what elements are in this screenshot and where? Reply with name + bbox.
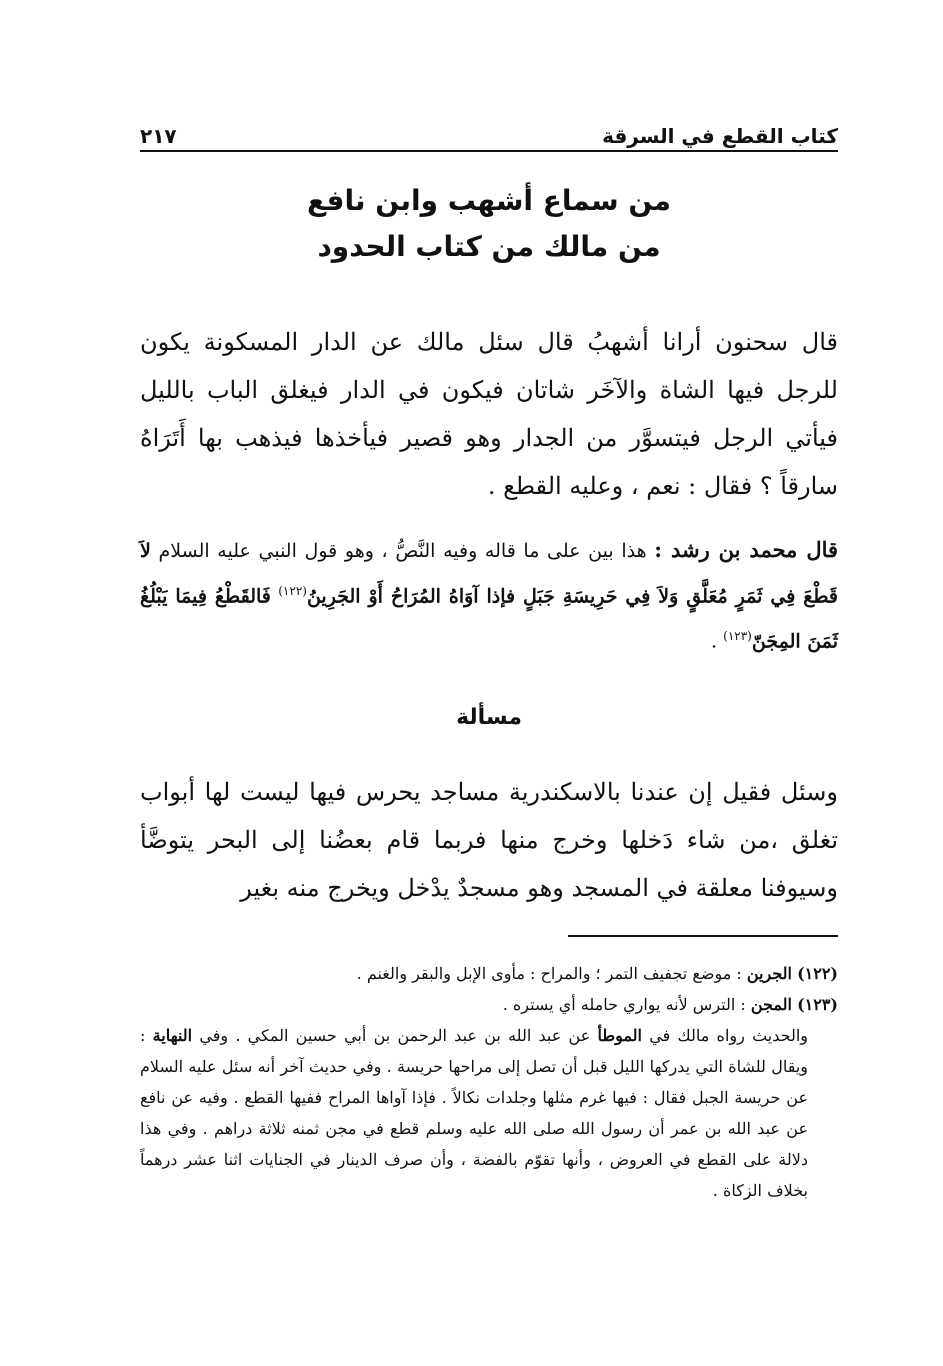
- commentary-part-2: عن عبد الله بن عبد الرحمن بن أبي حسين المكي . وفي: [199, 1026, 591, 1045]
- footnote-commentary: [140, 1020, 838, 1206]
- section-title: [140, 178, 838, 270]
- page-header: [140, 108, 838, 148]
- page-number: ٢١٧: [140, 124, 177, 148]
- hadith-text-b: فَالقَطْعُ فِيمَا يَبْلُغُ ثَمَنَ المِجَنّ: [140, 585, 838, 653]
- footnote-122: [140, 958, 838, 989]
- footnote-term: الجرين: [746, 964, 792, 983]
- footnote-ref-122: (١٢٢): [278, 584, 307, 598]
- header-rule: [140, 150, 838, 152]
- footnote-ref-123: (١٢٣): [723, 629, 752, 644]
- footnote-123: [140, 989, 838, 1020]
- commentary-part-1: والحديث رواه مالك في: [649, 1026, 809, 1045]
- footnotes: [140, 958, 838, 1206]
- section-title-line-1: من سماع أشهب وابن نافع: [307, 184, 671, 217]
- footnote-number: (١٢٢): [797, 964, 838, 983]
- footnote-text: : موضع تجفيف التمر ؛ والمراح : مأوى الإبل والبقر والغنم .: [356, 964, 742, 983]
- footnote-separator: [568, 935, 838, 937]
- paragraph-commentary: [140, 530, 838, 662]
- subheading-masala: مسألة: [456, 705, 522, 730]
- footnote-term: المجن: [750, 995, 792, 1014]
- commentary-text: هذا بين على ما قاله وفيه النَّصُّ ، وهو قول النبي عليه السلام: [158, 540, 647, 562]
- footnote-number: (١٢٣): [797, 995, 838, 1014]
- running-title: كتاب القطع في السرقة: [602, 124, 838, 148]
- sentence-end: .: [711, 630, 718, 653]
- commentary-source-nihaya: النهاية: [152, 1026, 193, 1045]
- commentary-part-3: : ويقال للشاة التي يدركها الليل قبل أن تصل إلى مراحها حريسة . وفي حديث آخر أنه سئل عليه السلام عن حريسة الجبل فقال : فيها غرم مثلها وجلدات نكالاً . فإذا آواها المراح ففيها القطع . وفيه عن نافع عن عبد الله بن عمر أن رسول الله صلى الله عليه وسلم قطع في مجن ثمنه ثلاثة دراهم . وفي هذا دلالة على القطع في العروض ، وأنها تقوّم بالفضة ، وأن صرف الدينار في الجنايات اثنا عشر درهماً بخلاف الزكاة .: [140, 1026, 808, 1200]
- section-title-line-2: من مالك من كتاب الحدود: [317, 230, 661, 263]
- speaker-label: قال محمد بن رشد :: [654, 537, 839, 562]
- footnote-text: : الترس لأنه يواري حامله أي يستره .: [502, 995, 746, 1014]
- paragraph-question: قال سحنون أرانا أشهبُ قال سئل مالك عن الدار المسكونة يكون للرجل فيها الشاة والآخَر شاتان فيكون في الدار فيغلق الباب بالليل فيأتي الرجل فيتسوَّر من الجدار وهو قصير فيأخذها فيذهب بها أَتَرَاهُ سارقاً ؟ فقال : نعم ، وعليه القطع .: [140, 328, 838, 500]
- paragraph-masala: وسئل فقيل إن عندنا بالاسكندرية مساجد يحرس فيها ليست لها أبواب تغلق ،من شاء دَخلها وخرج منها فربما قام بعضُنا إلى البحر يتوضَّأ وسيوفنا معلقة في المسجد وهو مسجدٌ يدْخل ويخرج منه بغير: [140, 778, 838, 902]
- hadith-text-a: لاَ قَطْعَ فِي ثَمَرٍ مُعَلَّقٍ وَلاَ فِي حَرِيسَةِ جَبَلٍ فإذا آوَاهُ المُرَاحُ أَوْ الجَرِينُ: [140, 540, 838, 608]
- commentary-source-muwatta: الموطأ: [597, 1026, 642, 1045]
